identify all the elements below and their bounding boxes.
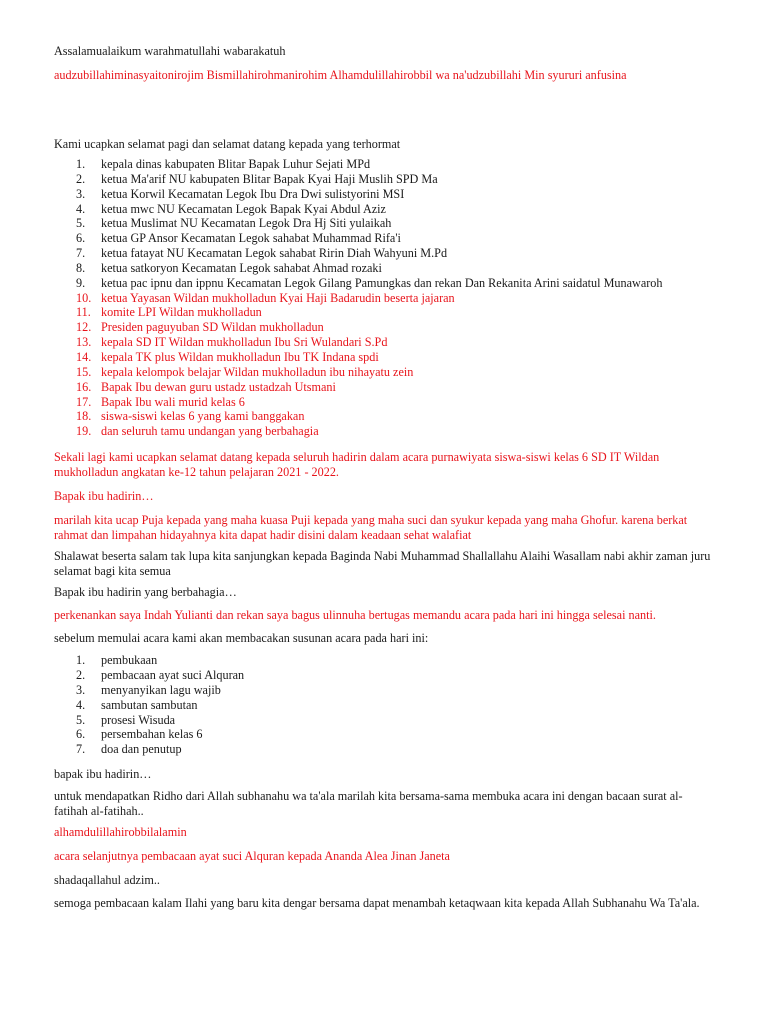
- list-number: 12.: [76, 320, 92, 335]
- list-number: 2.: [76, 171, 86, 186]
- list-text: Presiden paguyuban SD Wildan mukholladun: [101, 320, 324, 335]
- list-number: 18.: [76, 409, 92, 424]
- list-text: ketua Muslimat NU Kecamatan Legok Dra Hj Siti yulaikah: [101, 216, 392, 231]
- address-3: bapak ibu hadirin…: [54, 767, 152, 781]
- list-text: ketua pac ipnu dan ippnu Kecamatan Legok Gilang Pamungkas dan rekan Dan Rekanita Arini saidatul Munawaroh: [101, 275, 663, 290]
- guest-list-item: [54, 246, 714, 261]
- list-number: 1.: [76, 157, 86, 171]
- list-text: prosesi Wisuda: [101, 712, 176, 727]
- list-number: 14.: [76, 349, 92, 364]
- guest-list-item: [54, 409, 714, 424]
- list-text: ketua satkoryon Kecamatan Legok sahabat Ahmad rozaki: [101, 260, 382, 275]
- list-number: 6.: [76, 231, 86, 246]
- greeting: Assalamualaikum warahmatullahi wabarakatuh: [54, 44, 286, 58]
- guest-list-item: [54, 231, 714, 246]
- list-number: 8.: [76, 260, 86, 275]
- list-number: 3.: [76, 186, 86, 201]
- list-number: 9.: [76, 275, 86, 290]
- guest-list-item: [54, 276, 714, 291]
- list-number: 7.: [76, 246, 86, 261]
- list-text: ketua fatayat NU Kecamatan Legok sahabat Ririn Diah Wahyuni M.Pd: [101, 246, 448, 261]
- address-2: Bapak ibu hadirin yang berbahagia…: [54, 585, 237, 599]
- guest-list-item: [54, 216, 714, 231]
- agenda-list-item: [54, 713, 714, 728]
- list-text: Bapak Ibu wali murid kelas 6: [101, 394, 245, 409]
- shadaqa: shadaqallahul adzim..: [54, 873, 160, 887]
- list-text: ketua Yayasan Wildan mukholladun Kyai Haji Badarudin beserta jajaran: [101, 290, 455, 305]
- guest-list-item: [54, 305, 714, 320]
- list-number: 15.: [76, 364, 92, 379]
- guest-list-item: [54, 291, 714, 306]
- agenda-list-item: [54, 698, 714, 713]
- opening-invitation: untuk mendapatkan Ridho dari Allah subhanahu wa ta'ala marilah kita bersama-sama membuka acara ini dengan bacaan surat al-fatihah al-fatihah..: [54, 789, 683, 818]
- agenda-list-item: [54, 653, 714, 668]
- list-number: 1.: [76, 653, 86, 667]
- agenda-list-item: [54, 683, 714, 698]
- guest-list-item: [54, 157, 714, 172]
- agenda-intro: sebelum memulai acara kami akan membacakan susunan acara pada hari ini:: [54, 631, 429, 645]
- alhamdulillah: alhamdulillahirobbilalamin: [54, 825, 187, 839]
- list-number: 10.: [76, 290, 92, 305]
- guest-list-item: [54, 424, 714, 439]
- list-text: ketua Korwil Kecamatan Legok Ibu Dra Dwi sulistyorini MSI: [101, 186, 405, 201]
- agenda-list: [54, 653, 714, 757]
- guest-list-item: [54, 261, 714, 276]
- guest-list-item: [54, 187, 714, 202]
- guest-list-item: [54, 350, 714, 365]
- list-text: Bapak Ibu dewan guru ustadz ustadzah Utsmani: [101, 379, 336, 394]
- list-text: ketua Ma'arif NU kabupaten Blitar Bapak Kyai Haji Muslih SPD Ma: [101, 171, 438, 186]
- list-text: kepala dinas kabupaten Blitar Bapak Luhur Sejati MPd: [101, 157, 371, 171]
- list-text: kepala kelompok belajar Wildan mukholladun ibu nihayatu zein: [101, 364, 414, 379]
- salutation-intro: Kami ucapkan selamat pagi dan selamat datang kepada yang terhormat: [54, 137, 401, 151]
- list-text: pembukaan: [101, 653, 158, 667]
- list-text: komite LPI Wildan mukholladun: [101, 305, 262, 320]
- list-text: kepala TK plus Wildan mukholladun Ibu TK Indana spdi: [101, 349, 379, 364]
- list-number: 5.: [76, 712, 86, 727]
- list-text: menyanyikan lagu wajib: [101, 682, 221, 697]
- list-number: 19.: [76, 424, 92, 439]
- guest-list: [54, 157, 714, 439]
- list-text: ketua mwc NU Kecamatan Legok Bapak Kyai Abdul Aziz: [101, 201, 386, 216]
- opening-prayer: audzubillahiminasyaitonirojim Bismillahirohmanirohim Alhamdulillahirobbil wa na'udzubillahi Min syururi anfusina: [54, 68, 627, 82]
- guest-list-item: [54, 380, 714, 395]
- list-text: ketua GP Ansor Kecamatan Legok sahabat Muhammad Rifa'i: [101, 231, 401, 246]
- address-1: Bapak ibu hadirin…: [54, 489, 154, 503]
- list-text: pembacaan ayat suci Alquran: [101, 667, 245, 682]
- guest-list-item: [54, 335, 714, 350]
- list-number: 3.: [76, 682, 86, 697]
- list-text: kepala SD IT Wildan mukholladun Ibu Sri Wulandari S.Pd: [101, 335, 388, 350]
- welcome-again: Sekali lagi kami ucapkan selamat datang kepada seluruh hadirin dalam acara purnawiyata siswa-siswi kelas 6 SD IT Wildan mukholladun angkatan ke-12 tahun pelajaran 2021 - 2022.: [54, 450, 660, 479]
- list-number: 4.: [76, 697, 86, 712]
- shalawat-paragraph: Shalawat beserta salam tak lupa kita sanjungkan kepada Baginda Nabi Muhammad Shallallahu Alaihi Wasallam nabi akhir zaman juru selamat bagi kita semua: [54, 549, 711, 578]
- list-text: siswa-siswi kelas 6 yang kami banggakan: [101, 409, 305, 424]
- list-number: 5.: [76, 216, 86, 231]
- list-number: 2.: [76, 667, 86, 682]
- gratitude-paragraph: marilah kita ucap Puja kepada yang maha kuasa Puji kepada yang maha suci dan syukur kepada yang maha Ghofur. karena berkat rahmat dan limpahan hidayahnya kita dapat hadir disini dalam keadaan sehat walafiat: [54, 513, 688, 542]
- list-number: 11.: [76, 305, 91, 320]
- next-event: acara selanjutnya pembacaan ayat suci Alquran kepada Ananda Alea Jinan Janeta: [54, 849, 450, 863]
- list-number: 16.: [76, 379, 92, 394]
- list-number: 4.: [76, 201, 86, 216]
- closing-hope: semoga pembacaan kalam Ilahi yang baru kita dengar bersama dapat menambah ketaqwaan kita kepada Allah Subhanahu Wa Ta'ala.: [54, 896, 700, 910]
- agenda-list-item: [54, 727, 714, 742]
- list-number: 7.: [76, 742, 86, 757]
- list-number: 6.: [76, 727, 86, 742]
- list-number: 17.: [76, 394, 92, 409]
- agenda-list-item: [54, 668, 714, 683]
- list-text: dan seluruh tamu undangan yang berbahagia: [101, 424, 319, 439]
- list-text: sambutan sambutan: [101, 697, 198, 712]
- list-text: doa dan penutup: [101, 742, 182, 757]
- list-text: persembahan kelas 6: [101, 727, 203, 742]
- guest-list-item: [54, 202, 714, 217]
- agenda-list-item: [54, 742, 714, 757]
- guest-list-item: [54, 172, 714, 187]
- list-number: 13.: [76, 335, 92, 350]
- guest-list-item: [54, 320, 714, 335]
- guest-list-item: [54, 365, 714, 380]
- introduction: perkenankan saya Indah Yulianti dan rekan saya bagus ulinnuha bertugas memandu acara pada hari ini hingga selesai nanti.: [54, 608, 656, 622]
- guest-list-item: [54, 395, 714, 410]
